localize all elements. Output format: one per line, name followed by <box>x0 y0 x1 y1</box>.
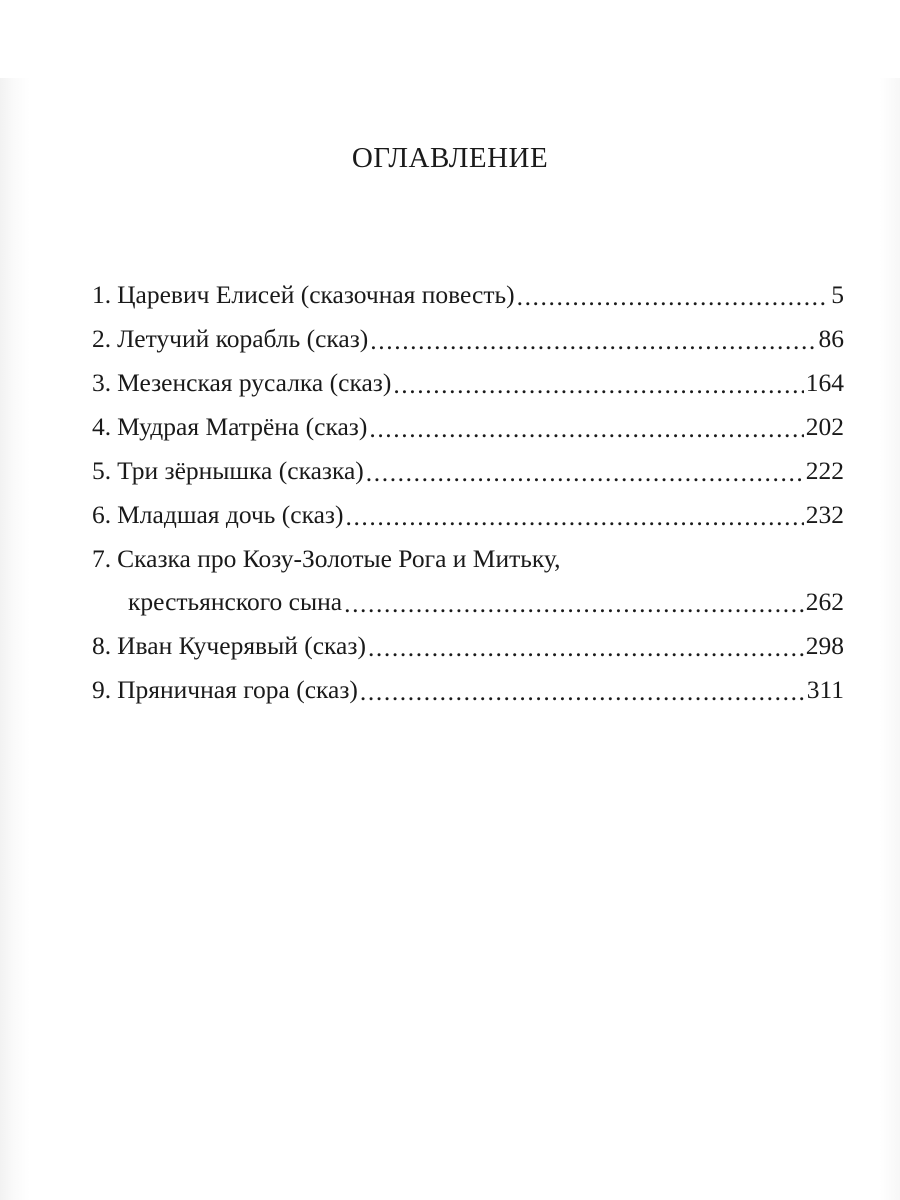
entry-number: 7. <box>92 544 112 573</box>
entry-title: Пряничная гора (сказ) <box>117 675 358 704</box>
dot-leader <box>345 502 803 528</box>
dot-leader <box>517 282 830 308</box>
entry-page: 222 <box>805 456 844 485</box>
entry-title: Мудрая Матрёна (сказ) <box>117 412 368 441</box>
entry-number: 8. <box>92 631 112 660</box>
page-top-margin <box>0 0 900 78</box>
toc-entry[interactable] <box>92 412 844 456</box>
entry-title: Иван Кучерявый (сказ) <box>117 631 366 660</box>
dot-leader <box>393 370 803 396</box>
toc-entry[interactable] <box>92 500 844 544</box>
entry-title: Летучий корабль (сказ) <box>117 324 369 353</box>
toc-heading: ОГЛАВЛЕНИЕ <box>351 142 549 174</box>
entry-number: 2. <box>92 324 112 353</box>
toc-entry[interactable] <box>92 280 844 324</box>
entry-number: 9. <box>92 675 112 704</box>
toc-entry[interactable] <box>92 324 844 368</box>
table-of-contents <box>92 280 844 719</box>
toc-entry[interactable] <box>92 368 844 412</box>
dot-leader <box>366 458 804 484</box>
entry-page: 262 <box>805 587 844 616</box>
entry-title: Царевич Елисей (сказочная повесть) <box>117 280 515 309</box>
toc-entry-continuation[interactable] <box>92 587 844 631</box>
entry-number: 1. <box>92 280 112 309</box>
dot-leader <box>344 589 804 615</box>
dot-leader <box>368 633 804 659</box>
dot-leader <box>370 326 816 352</box>
entry-title: Мезенская русалка (сказ) <box>117 368 392 397</box>
entry-title-continued: крестьянского сына <box>128 587 343 616</box>
entry-page: 202 <box>805 412 844 441</box>
entry-page: 232 <box>805 500 844 529</box>
entry-title: Младшая дочь (сказ) <box>117 500 344 529</box>
entry-number: 3. <box>92 368 112 397</box>
entry-number: 5. <box>92 456 112 485</box>
toc-entry-first-line[interactable] <box>92 544 844 587</box>
entry-page: 86 <box>818 324 844 353</box>
dot-leader <box>369 414 803 440</box>
entry-page: 164 <box>805 368 844 397</box>
entry-number: 4. <box>92 412 112 441</box>
toc-entry[interactable] <box>92 631 844 675</box>
entry-number: 6. <box>92 500 112 529</box>
entry-page: 298 <box>805 631 844 660</box>
entry-title: Сказка про Козу-Золотые Рога и Митьку, <box>117 544 561 573</box>
entry-page: 311 <box>806 675 844 704</box>
toc-entry[interactable] <box>92 456 844 500</box>
entry-page: 5 <box>831 280 844 309</box>
entry-title: Три зёрнышка (сказка) <box>117 456 364 485</box>
dot-leader <box>360 677 805 703</box>
toc-entry[interactable] <box>92 675 844 719</box>
